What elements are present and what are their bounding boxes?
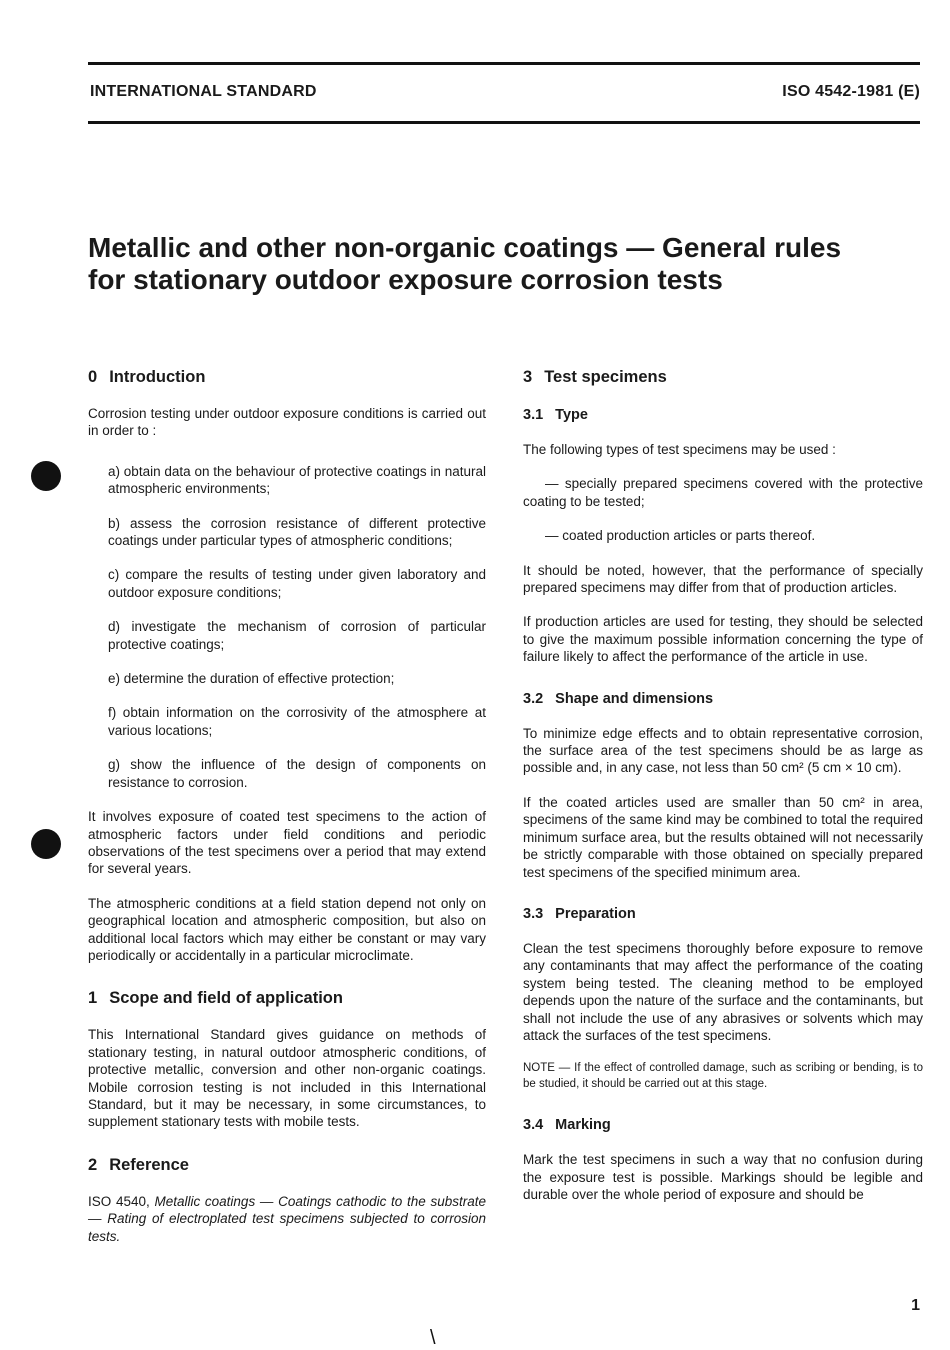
- section-title: Introduction: [109, 368, 206, 386]
- standard-number: ISO 4542-1981 (E): [782, 83, 920, 100]
- list-item: b) assess the corrosion resistance of different protective coatings under particular types of atmospheric conditions;: [108, 515, 486, 549]
- reference-title: Metallic coatings — Coatings cathodic to the substrate — Rating of electroplated test specimens subjected to corrosion tests.: [88, 1193, 486, 1244]
- list-item: a) obtain data on the behaviour of protective coatings in natural atmospheric environments;: [108, 463, 486, 497]
- page-number: 1: [911, 1297, 920, 1314]
- subsection-title: Preparation: [555, 905, 636, 922]
- section-title: Scope and field of application: [109, 989, 343, 1008]
- list-item: c) compare the results of testing under given laboratory and outdoor exposure conditions;: [108, 567, 486, 600]
- body-paragraph: It involves exposure of coated test specimens to the action of atmospheric factors under field conditions and periodic observations of the test specimens over a period that may extend for several years.: [88, 809, 486, 877]
- body-paragraph: Clean the test specimens thoroughly before exposure to remove any contaminants that may affect the performance of the coating system being tested. The cleaning method to be employed depends upon the nature of the surface and the contaminants, but shall not include the use of any abrasives or solvents which may attack the surfaces of the test specimens.: [523, 940, 923, 1043]
- section-number: 0: [88, 368, 98, 386]
- title-line-1: Metallic and other non-organic coatings — General rules: [88, 232, 842, 263]
- subsection-title: Shape and dimensions: [555, 690, 714, 707]
- subsection-number: 3.3: [523, 905, 544, 922]
- intro-lead-paragraph: Corrosion testing under outdoor exposure conditions is carried out in order to :: [88, 406, 486, 439]
- subsection-heading-type: [523, 405, 923, 425]
- punch-hole-mark: [31, 829, 61, 859]
- section-heading-introduction: [88, 366, 486, 388]
- header-rule-top: [88, 62, 920, 65]
- subsection-heading-marking: [523, 1115, 923, 1135]
- subsection-title: Type: [555, 407, 588, 423]
- section-heading-scope: [88, 987, 486, 1009]
- body-paragraph: If the coated articles used are smaller than 50 cm² in area, specimens of the same kind may be combined to total the required minimum surface area, but the results obtained will not necessarily be strictly comparable with those obtained on specially prepared test specimens of the specified minimum area.: [523, 794, 923, 880]
- list-item: e) determine the duration of effective protection;: [108, 671, 395, 687]
- document-title: [88, 232, 928, 296]
- title-line-2: for stationary outdoor exposure corrosion tests: [88, 264, 723, 295]
- dash-list-item: — specially prepared specimens covered with the protective coating to be tested;: [523, 476, 923, 509]
- body-paragraph: It should be noted, however, that the performance of specially prepared specimens may differ from that of production articles.: [523, 562, 923, 596]
- section-heading-reference: [88, 1154, 486, 1176]
- subsection-title: Marking: [555, 1117, 611, 1134]
- section-number: 1: [88, 989, 98, 1008]
- dash-list-item: — coated production articles or parts thereof.: [545, 528, 816, 544]
- list-item: g) show the influence of the design of components on resistance to corrosion.: [108, 757, 486, 790]
- list-item: d) investigate the mechanism of corrosion of particular protective coatings;: [108, 619, 486, 652]
- body-paragraph: This International Standard gives guidance on methods of stationary testing, in natural outdoor atmospheric conditions, of protective metallic, conversion and other non-organic coatings. Mobile corrosion testing is not included in this International Standard, but it may be necessary, in some circumstances, to supplement stationary tests with mobile tests.: [88, 1027, 486, 1130]
- body-paragraph: The following types of test specimens may be used :: [523, 442, 836, 457]
- left-column: [88, 366, 486, 1245]
- stray-mark: \: [430, 1327, 436, 1349]
- punch-hole-mark: [31, 461, 61, 491]
- section-number: 3: [523, 368, 533, 386]
- subsection-heading-preparation: [523, 904, 923, 924]
- subsection-number: 3.1: [523, 407, 544, 423]
- header-rule-bottom: [88, 121, 920, 124]
- standard-type-label: INTERNATIONAL STANDARD: [90, 83, 317, 100]
- body-paragraph: The atmospheric conditions at a field station depend not only on geographical location and atmospheric composition, but also on additional local factors which may either be constant or may vary periodically or accidentally in a particular microclimate.: [88, 895, 486, 963]
- section-title: Test specimens: [544, 368, 667, 386]
- right-column: [523, 366, 923, 1221]
- body-paragraph: Mark the test specimens in such a way that no confusion during the exposure test is possible. Markings should be legible and durable over the whole period of exposure and should be: [523, 1152, 923, 1203]
- reference-entry: [88, 1193, 486, 1245]
- list-item: f) obtain information on the corrosivity of the atmosphere at various locations;: [108, 705, 486, 738]
- section-heading-test-specimens: [523, 366, 923, 388]
- subsection-heading-shape: [523, 689, 923, 709]
- subsection-number: 3.2: [523, 690, 544, 707]
- body-paragraph: To minimize edge effects and to obtain representative corrosion, the surface area of the test specimens should be as large as possible and, in any case, not less than 50 cm² (5 cm × 10 cm).: [523, 725, 923, 776]
- subsection-number: 3.4: [523, 1117, 544, 1134]
- section-title: Reference: [109, 1155, 189, 1174]
- reference-code: ISO 4540,: [88, 1193, 150, 1209]
- section-number: 2: [88, 1155, 98, 1174]
- body-paragraph: If production articles are used for testing, they should be selected to give the maximum possible information concerning the type of failure likely to affect the performance of the article in use.: [523, 614, 923, 665]
- note-paragraph: NOTE — If the effect of controlled damage, such as scribing or bending, is to be studied, it should be carried out at this stage.: [523, 1062, 923, 1090]
